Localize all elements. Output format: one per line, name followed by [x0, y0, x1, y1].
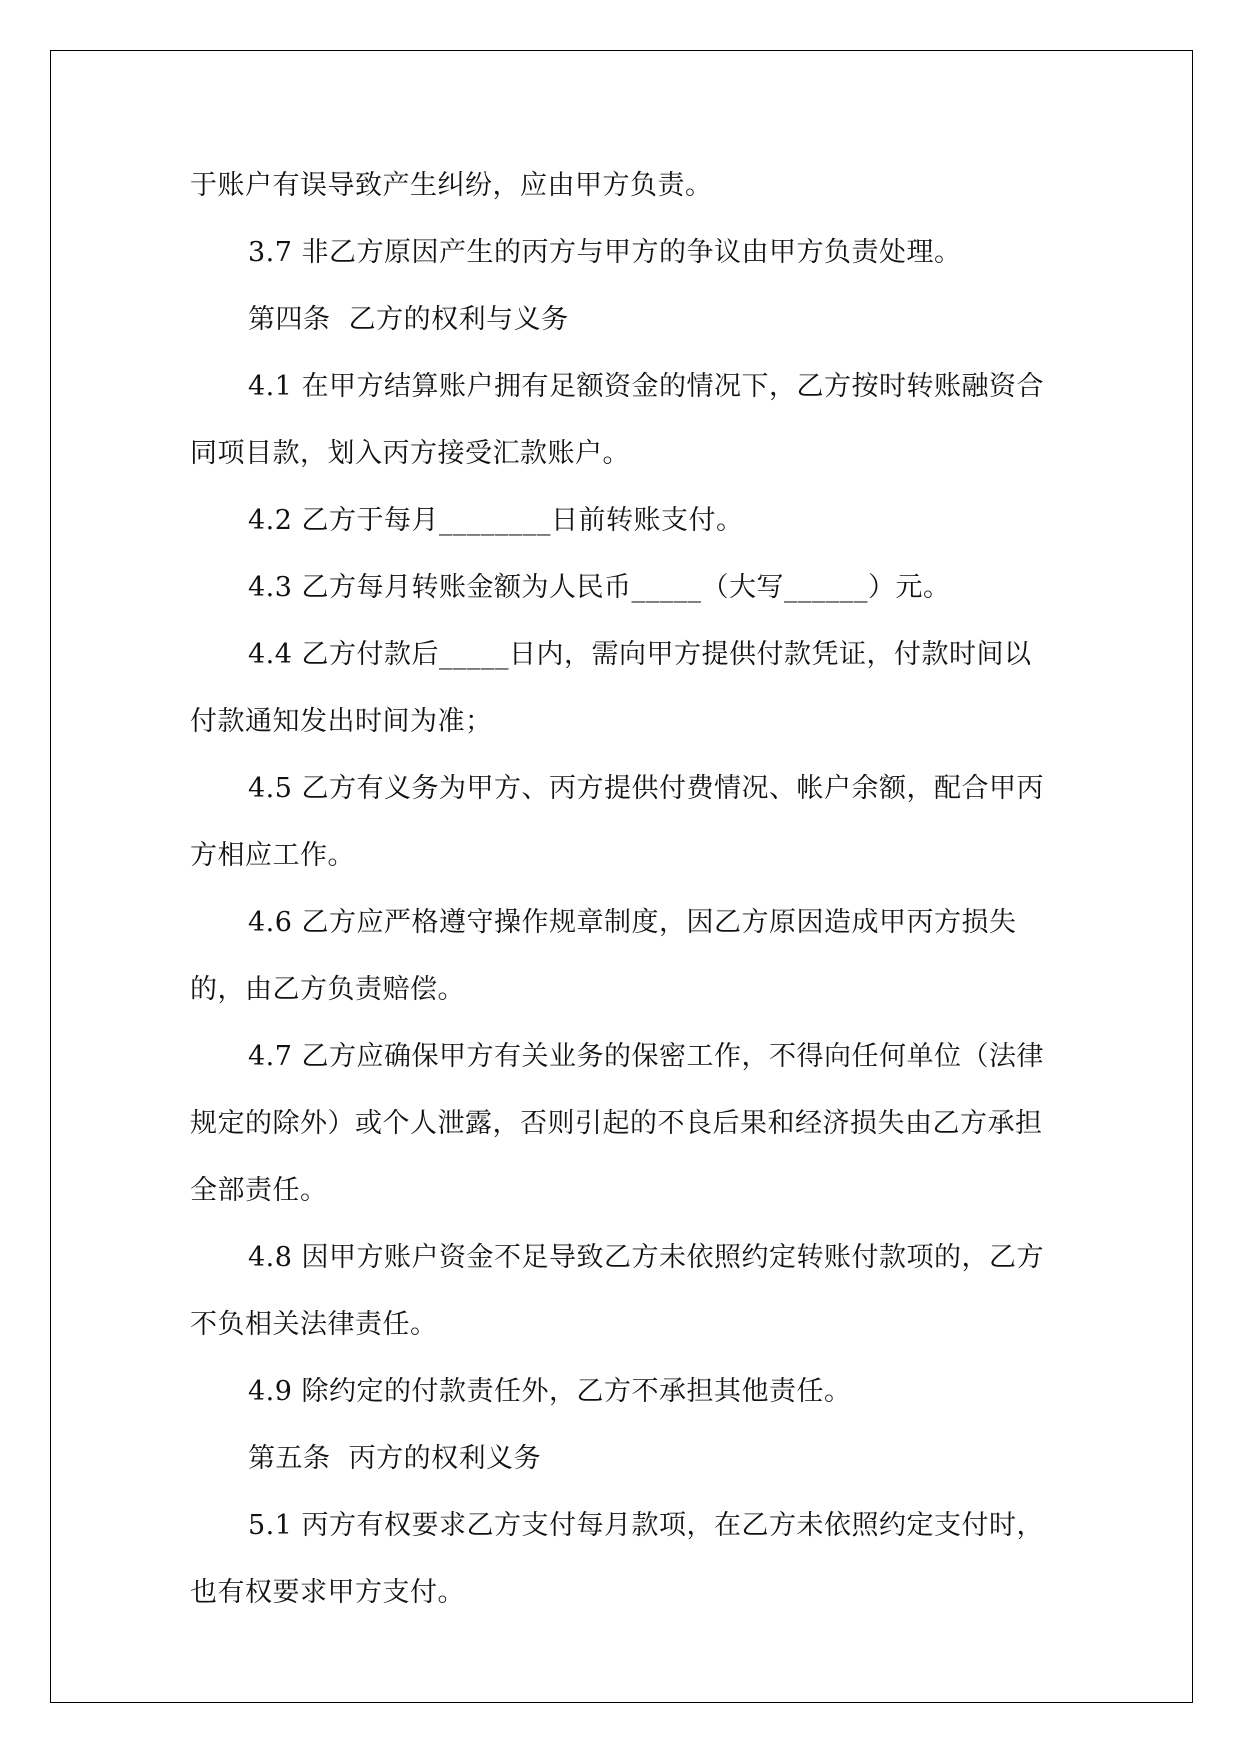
clause-4-3: 4.3 乙方每月转账金额为人民币_____（大写______）元。: [248, 572, 951, 603]
clause-4-1: 4.1 在甲方结算账户拥有足额资金的情况下，乙方按时转账融资合同项目款，划入丙方接受汇款账户。: [190, 371, 1045, 469]
clause-3-7: 3.7 非乙方原因产生的丙方与甲方的争议由甲方负责处理。: [248, 237, 962, 268]
clause-4-9: 4.9 除约定的付款责任外，乙方不承担其他责任。: [248, 1376, 852, 1407]
clause-4-5: 4.5 乙方有义务为甲方、丙方提供付费情况、帐户余额，配合甲丙方相应工作。: [190, 773, 1045, 871]
clause-4-4: 4.4 乙方付款后_____日内，需向甲方提供付款凭证，付款时间以付款通知发出时间为准；: [190, 639, 1032, 737]
paragraph-continuation: 于账户有误导致产生纠纷，应由甲方负责。: [190, 170, 713, 201]
clause-4-6: 4.6 乙方应严格遵守操作规章制度，因乙方原因造成甲丙方损失的，由乙方负责赔偿。: [190, 907, 1017, 1005]
clause-4-2: 4.2 乙方于每月________日前转账支付。: [248, 505, 744, 536]
document-body: [190, 152, 1052, 1626]
clause-5-1: 5.1 丙方有权要求乙方支付每月款项，在乙方未依照约定支付时，也有权要求甲方支付。: [190, 1510, 1045, 1608]
article-4-heading: 第四条 乙方的权利与义务: [248, 304, 569, 335]
article-5-heading: 第五条 丙方的权利义务: [248, 1443, 542, 1474]
clause-4-7: 4.7 乙方应确保甲方有关业务的保密工作，不得向任何单位（法律规定的除外）或个人泄露，否则引起的不良后果和经济损失由乙方承担全部责任。: [190, 1041, 1045, 1206]
clause-4-8: 4.8 因甲方账户资金不足导致乙方未依照约定转账付款项的，乙方不负相关法律责任。: [190, 1242, 1045, 1340]
